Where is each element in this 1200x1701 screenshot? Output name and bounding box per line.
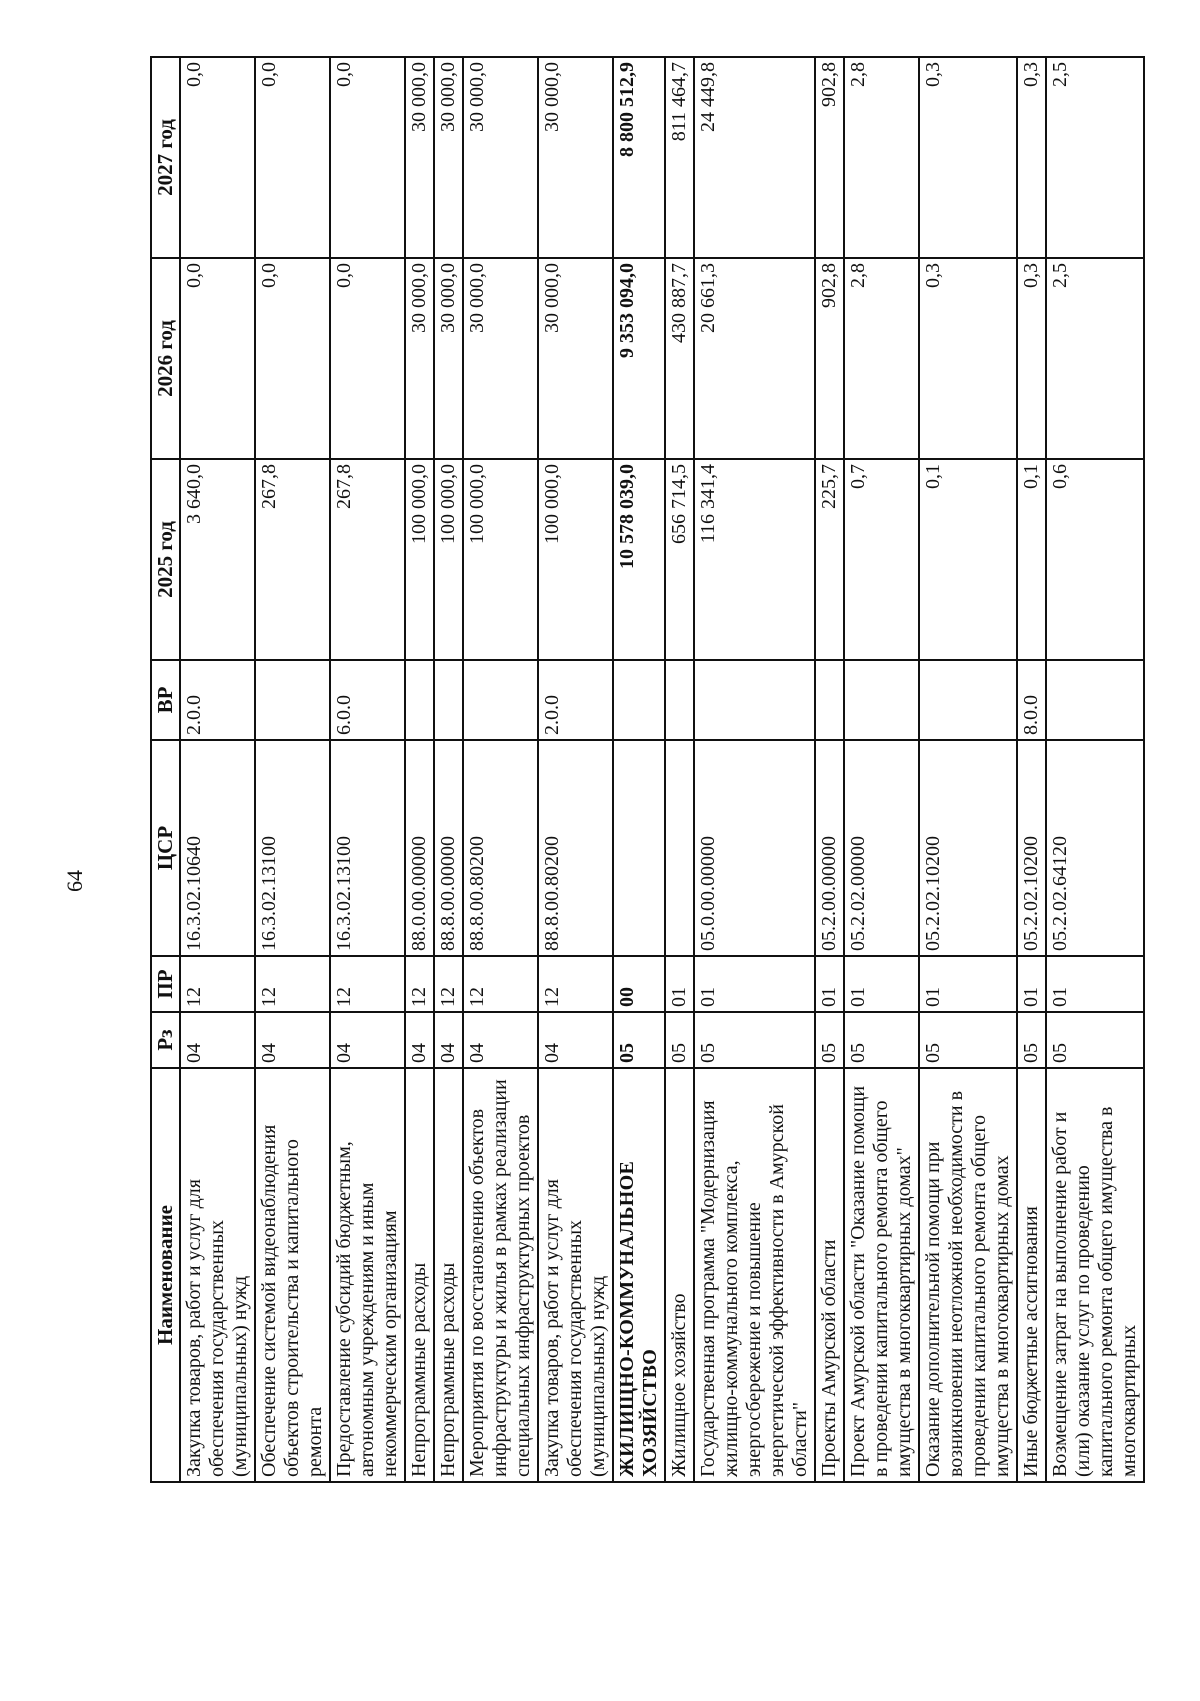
row-vr: [919, 660, 1017, 740]
row-2027: 2,5: [1046, 57, 1144, 258]
row-name: Возмещение затрат на выполнение работ и (или) оказание услуг по проведению капитального ремонта общего имущества в многоквартирных: [1046, 1068, 1144, 1482]
row-name: Мероприятия по восстановлению объектов инфраструктуры и жилья в рамках реализации специальных инфраструктурных проектов: [463, 1068, 538, 1482]
row-2026: 30 000,0: [405, 258, 434, 459]
row-vr: [463, 660, 538, 740]
row-pr: 12: [255, 956, 330, 1012]
row-2027: 30 000,0: [434, 57, 463, 258]
row-vr: [815, 660, 844, 740]
row-2027: 30 000,0: [463, 57, 538, 258]
row-vr: [613, 660, 665, 740]
row-pr: 01: [1017, 956, 1046, 1012]
row-rz: 05: [665, 1012, 694, 1068]
row-csr: 88.0.00.00000: [405, 740, 434, 956]
row-2027: 2,8: [844, 57, 919, 258]
budget-table: [150, 56, 1145, 1483]
row-2025: 3 640,0: [180, 459, 255, 660]
table-row: [1046, 57, 1144, 1482]
row-name: Непрограммные расходы: [434, 1068, 463, 1482]
row-csr: 88.8.00.80200: [538, 740, 613, 956]
row-pr: 12: [463, 956, 538, 1012]
rotated-table-container: [150, 58, 1140, 1483]
row-2027: 811 464,7: [665, 57, 694, 258]
row-name: Непрограммные расходы: [405, 1068, 434, 1482]
row-rz: 05: [613, 1012, 665, 1068]
row-2025: 656 714,5: [665, 459, 694, 660]
table-row: [405, 57, 434, 1482]
header-2025: 2025 год: [151, 459, 180, 660]
table-header-row: [151, 57, 180, 1482]
row-2027: 0,3: [919, 57, 1017, 258]
row-2026: 0,0: [180, 258, 255, 459]
row-vr: 8.0.0: [1017, 660, 1046, 740]
row-2027: 0,3: [1017, 57, 1046, 258]
row-name: Иные бюджетные ассигнования: [1017, 1068, 1046, 1482]
row-2027: 24 449,8: [694, 57, 815, 258]
table-row: [694, 57, 815, 1482]
row-vr: [434, 660, 463, 740]
row-rz: 04: [405, 1012, 434, 1068]
header-2027: 2027 год: [151, 57, 180, 258]
row-pr: 12: [180, 956, 255, 1012]
row-vr: 2.0.0: [538, 660, 613, 740]
row-vr: [255, 660, 330, 740]
row-2025: 0,6: [1046, 459, 1144, 660]
row-pr: 01: [1046, 956, 1144, 1012]
row-rz: 04: [255, 1012, 330, 1068]
table-row: [538, 57, 613, 1482]
row-2025: 10 578 039,0: [613, 459, 665, 660]
row-csr: 05.2.02.10200: [1017, 740, 1046, 956]
row-pr: 12: [434, 956, 463, 1012]
row-rz: 05: [1017, 1012, 1046, 1068]
header-2026: 2026 год: [151, 258, 180, 459]
row-2025: 100 000,0: [434, 459, 463, 660]
row-vr: [844, 660, 919, 740]
row-pr: 01: [919, 956, 1017, 1012]
row-csr: 05.2.02.64120: [1046, 740, 1144, 956]
header-pr: ПР: [151, 956, 180, 1012]
row-rz: 05: [694, 1012, 815, 1068]
row-2026: 2,5: [1046, 258, 1144, 459]
row-pr: 12: [330, 956, 405, 1012]
row-pr: 01: [815, 956, 844, 1012]
row-rz: 05: [1046, 1012, 1144, 1068]
row-name: Закупка товаров, работ и услуг для обеспечения государственных (муниципальных) нужд: [538, 1068, 613, 1482]
row-2026: 902,8: [815, 258, 844, 459]
row-2026: 0,0: [330, 258, 405, 459]
row-2027: 0,0: [255, 57, 330, 258]
header-rz: Рз: [151, 1012, 180, 1068]
row-vr: [405, 660, 434, 740]
table-row: [434, 57, 463, 1482]
row-name: Закупка товаров, работ и услуг для обеспечения государственных (муниципальных) нужд: [180, 1068, 255, 1482]
table-row: [180, 57, 255, 1482]
row-name: Проект Амурской области "Оказание помощи в проведении капитального ремонта общего имущества в многоквартирных домах": [844, 1068, 919, 1482]
row-2025: 0,1: [1017, 459, 1046, 660]
row-csr: 05.2.02.10200: [919, 740, 1017, 956]
row-2027: 30 000,0: [405, 57, 434, 258]
row-2027: 8 800 512,9: [613, 57, 665, 258]
row-2025: 100 000,0: [538, 459, 613, 660]
row-rz: 04: [180, 1012, 255, 1068]
row-rz: 04: [330, 1012, 405, 1068]
row-csr: 88.8.00.00000: [434, 740, 463, 956]
row-rz: 05: [919, 1012, 1017, 1068]
row-2025: 267,8: [255, 459, 330, 660]
row-2026: 30 000,0: [538, 258, 613, 459]
row-2026: 0,0: [255, 258, 330, 459]
row-pr: 01: [844, 956, 919, 1012]
row-2026: 2,8: [844, 258, 919, 459]
row-pr: 01: [665, 956, 694, 1012]
row-name: Проекты Амурской области: [815, 1068, 844, 1482]
row-name: ЖИЛИЩНО-КОММУНАЛЬНОЕ ХОЗЯЙСТВО: [613, 1068, 665, 1482]
row-vr: [694, 660, 815, 740]
row-2025: 0,1: [919, 459, 1017, 660]
row-csr: 05.2.00.00000: [815, 740, 844, 956]
row-rz: 04: [463, 1012, 538, 1068]
row-2025: 0,7: [844, 459, 919, 660]
row-2025: 100 000,0: [463, 459, 538, 660]
row-name: Государственная программа "Модернизация жилищно-коммунального комплекса, энергосбережение и повышение энергетической эффективности в Амурской области": [694, 1068, 815, 1482]
row-csr: [665, 740, 694, 956]
row-name: Жилищное хозяйство: [665, 1068, 694, 1482]
table-row-section-total: [613, 57, 665, 1482]
row-csr: 05.2.02.00000: [844, 740, 919, 956]
row-pr: 12: [405, 956, 434, 1012]
row-2026: 30 000,0: [434, 258, 463, 459]
row-2027: 0,0: [180, 57, 255, 258]
row-vr: 2.0.0: [180, 660, 255, 740]
row-2026: 430 887,7: [665, 258, 694, 459]
table-row: [919, 57, 1017, 1482]
row-2026: 0,3: [1017, 258, 1046, 459]
page-number: 64: [62, 870, 87, 892]
header-csr: ЦСР: [151, 740, 180, 956]
table-row: [815, 57, 844, 1482]
table-row: [255, 57, 330, 1482]
row-pr: 01: [694, 956, 815, 1012]
row-2026: 30 000,0: [463, 258, 538, 459]
row-2026: 9 353 094,0: [613, 258, 665, 459]
row-vr: 6.0.0: [330, 660, 405, 740]
row-2027: 902,8: [815, 57, 844, 258]
row-name: Оказание дополнительной помощи при возникновении неотложной необходимости в проведении капитального ремонта общего имущества в многоквартирных домах: [919, 1068, 1017, 1482]
table-row: [1017, 57, 1046, 1482]
row-2027: 0,0: [330, 57, 405, 258]
row-csr: 16.3.02.13100: [330, 740, 405, 956]
row-csr: 05.0.00.00000: [694, 740, 815, 956]
header-name: Наименование: [151, 1068, 180, 1482]
row-2027: 30 000,0: [538, 57, 613, 258]
row-name: Предоставление субсидий бюджетным, автономным учреждениям и иным некоммерческим организациям: [330, 1068, 405, 1482]
row-2025: 267,8: [330, 459, 405, 660]
table-row: [665, 57, 694, 1482]
row-csr: 16.3.02.13100: [255, 740, 330, 956]
row-2025: 225,7: [815, 459, 844, 660]
row-csr: [613, 740, 665, 956]
row-rz: 04: [434, 1012, 463, 1068]
table-row: [844, 57, 919, 1482]
row-2025: 100 000,0: [405, 459, 434, 660]
row-vr: [665, 660, 694, 740]
row-vr: [1046, 660, 1144, 740]
row-rz: 05: [815, 1012, 844, 1068]
row-2026: 0,3: [919, 258, 1017, 459]
row-csr: 16.3.02.10640: [180, 740, 255, 956]
row-pr: 12: [538, 956, 613, 1012]
header-vr: ВР: [151, 660, 180, 740]
row-2026: 20 661,3: [694, 258, 815, 459]
table-row: [463, 57, 538, 1482]
table-row: [330, 57, 405, 1482]
row-rz: 04: [538, 1012, 613, 1068]
row-name: Обеспечение системой видеонаблюдения объектов строительства и капитального ремонта: [255, 1068, 330, 1482]
row-rz: 05: [844, 1012, 919, 1068]
row-2025: 116 341,4: [694, 459, 815, 660]
row-pr: 00: [613, 956, 665, 1012]
row-csr: 88.8.00.80200: [463, 740, 538, 956]
